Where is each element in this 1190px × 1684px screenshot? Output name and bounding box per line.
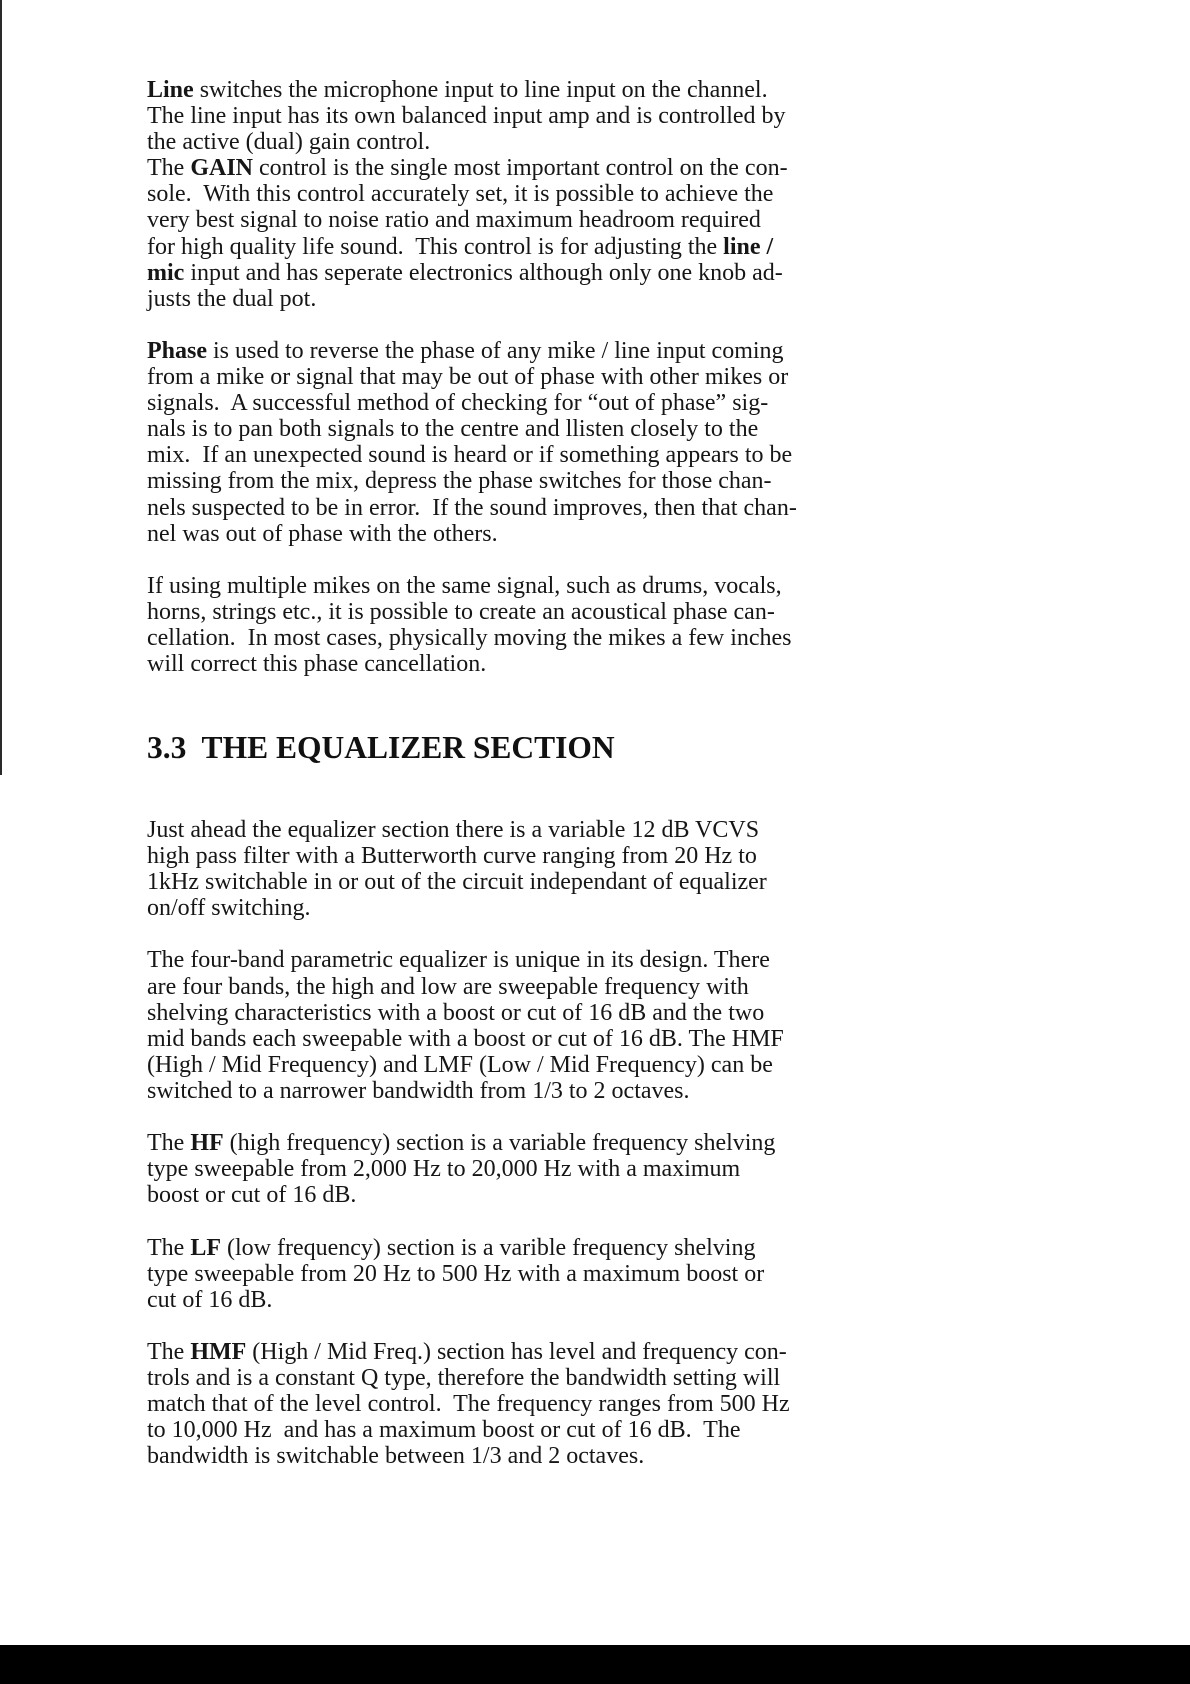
text-run: switched to a narrower bandwidth from 1/3 to 2 octaves. [147, 1077, 690, 1104]
paragraph [147, 338, 1047, 547]
text-run: will correct this phase cancellation. [147, 651, 487, 678]
bold-term: Phase [147, 337, 207, 364]
bold-term: HF [190, 1130, 224, 1157]
text-line [147, 103, 1047, 129]
bold-term: LF [190, 1234, 221, 1261]
text-line [147, 1000, 1047, 1026]
paragraph [147, 1130, 1047, 1208]
text-run: nals is to pan both signals to the centre and llisten closely to the [147, 416, 759, 443]
text-run: mix. If an unexpected sound is heard or if something appears to be [147, 442, 793, 469]
text-run: justs the dual pot. [147, 285, 317, 312]
text-run: the active (dual) gain control. [147, 129, 431, 156]
text-line [147, 390, 1047, 416]
text-line [147, 234, 1047, 260]
paragraph [147, 1235, 1047, 1313]
text-line [147, 573, 1047, 599]
text-line [147, 286, 1047, 312]
section-heading: 3.3 THE EQUALIZER SECTION [147, 730, 615, 765]
text-line [147, 495, 1047, 521]
text-run: The [147, 1234, 191, 1261]
text-run: match that of the level control. The frequency ranges from 500 Hz [147, 1391, 790, 1418]
text-run: horns, strings etc., it is possible to create an acoustical phase can- [147, 598, 775, 625]
text-run: (High / Mid Freq.) section has level and frequency con- [246, 1338, 787, 1365]
text-line [147, 651, 1047, 677]
text-line [147, 181, 1047, 207]
text-line [147, 416, 1047, 442]
text-run: cut of 16 dB. [147, 1286, 273, 1313]
text-run: shelving characteristics with a boost or cut of 16 dB and the two [147, 999, 765, 1026]
text-run: type sweepable from 2,000 Hz to 20,000 Hz with a maximum [147, 1156, 741, 1183]
text-line [147, 1365, 1047, 1391]
paragraph [147, 573, 1047, 677]
scan-bottom-bar [0, 1645, 1190, 1684]
text-line [147, 364, 1047, 390]
text-run: The [147, 1130, 191, 1157]
text-run: boost or cut of 16 dB. [147, 1182, 357, 1209]
text-run: missing from the mix, depress the phase switches for those chan- [147, 468, 772, 495]
text-run: nel was out of phase with the others. [147, 520, 498, 547]
text-line [147, 1235, 1047, 1261]
text-run: trols and is a constant Q type, therefore the bandwidth setting will [147, 1364, 781, 1391]
bold-term: line / [723, 233, 774, 260]
text-run: bandwidth is switchable between 1/3 and 2 octaves. [147, 1443, 645, 1470]
text-run: very best signal to noise ratio and maximum headroom required [147, 207, 761, 234]
text-run: is used to reverse the phase of any mike / line input coming [207, 337, 784, 364]
text-line [147, 1339, 1047, 1365]
text-line [147, 1078, 1047, 1104]
text-run: (low frequency) section is a varible frequency shelving [220, 1234, 756, 1261]
text-run: input and has seperate electronics although only one knob ad- [184, 259, 783, 286]
text-run: signals. A successful method of checking for “out of phase” sig- [147, 390, 769, 417]
equalizer-section [147, 817, 1047, 1495]
intro-section [147, 77, 1047, 703]
text-run: mid bands each sweepable with a boost or cut of 16 dB. The HMF [147, 1025, 784, 1052]
text-run: 1kHz switchable in or out of the circuit independant of equalizer [147, 869, 767, 896]
text-run: (high frequency) section is a variable frequency shelving [223, 1130, 776, 1157]
text-run: If using multiple mikes on the same signal, such as drums, vocals, [147, 572, 782, 599]
text-line [147, 338, 1047, 364]
text-line [147, 77, 1047, 103]
text-line [147, 947, 1047, 973]
text-line [147, 521, 1047, 547]
text-line [147, 869, 1047, 895]
text-run: (High / Mid Frequency) and LMF (Low / Mid Frequency) can be [147, 1051, 773, 1078]
paragraph [147, 817, 1047, 921]
text-run: to 10,000 Hz and has a maximum boost or cut of 16 dB. The [147, 1417, 741, 1444]
text-line [147, 1052, 1047, 1078]
bold-term: mic [147, 259, 185, 286]
text-run: The [147, 1338, 191, 1365]
text-line [147, 1156, 1047, 1182]
text-line [147, 895, 1047, 921]
text-line [147, 155, 1047, 181]
text-line [147, 599, 1047, 625]
text-line [147, 1026, 1047, 1052]
text-line [147, 1287, 1047, 1313]
text-line [147, 442, 1047, 468]
text-run: sole. With this control accurately set, it is possible to achieve the [147, 181, 774, 208]
text-run: switches the microphone input to line input on the channel. [193, 77, 768, 103]
bold-term: HMF [190, 1338, 247, 1365]
text-line [147, 1417, 1047, 1443]
text-line [147, 207, 1047, 233]
text-line [147, 468, 1047, 494]
text-run: nels suspected to be in error. If the sound improves, then that chan- [147, 494, 797, 521]
bold-term: GAIN [190, 155, 253, 182]
text-run: cellation. In most cases, physically moving the mikes a few inches [147, 624, 792, 651]
text-run: are four bands, the high and low are sweepable frequency with [147, 973, 749, 1000]
text-line [147, 625, 1047, 651]
text-line [147, 1261, 1047, 1287]
scan-edge-line [0, 0, 2, 775]
text-line [147, 817, 1047, 843]
text-run: control is the single most important control on the con- [252, 155, 788, 182]
text-line [147, 1130, 1047, 1156]
text-run: on/off switching. [147, 895, 311, 922]
paragraph [147, 1339, 1047, 1469]
text-line [147, 843, 1047, 869]
text-run: for high quality life sound. This control is for adjusting the [147, 233, 724, 260]
text-line [147, 129, 1047, 155]
text-run: The line input has its own balanced input amp and is controlled by [147, 103, 786, 130]
text-line [147, 1443, 1047, 1469]
text-run: Just ahead the equalizer section there is a variable 12 dB VCVS [147, 817, 760, 843]
text-run: high pass filter with a Butterworth curve ranging from 20 Hz to [147, 843, 757, 870]
paragraph [147, 77, 1047, 312]
text-line [147, 974, 1047, 1000]
text-line [147, 1182, 1047, 1208]
text-line [147, 260, 1047, 286]
paragraph [147, 947, 1047, 1104]
bold-term: Line [147, 77, 194, 103]
text-run: type sweepable from 20 Hz to 500 Hz with a maximum boost or [147, 1260, 765, 1287]
text-line [147, 1391, 1047, 1417]
text-run: The [147, 155, 191, 182]
text-run: from a mike or signal that may be out of phase with other mikes or [147, 364, 789, 391]
text-run: The four-band parametric equalizer is unique in its design. There [147, 947, 770, 974]
